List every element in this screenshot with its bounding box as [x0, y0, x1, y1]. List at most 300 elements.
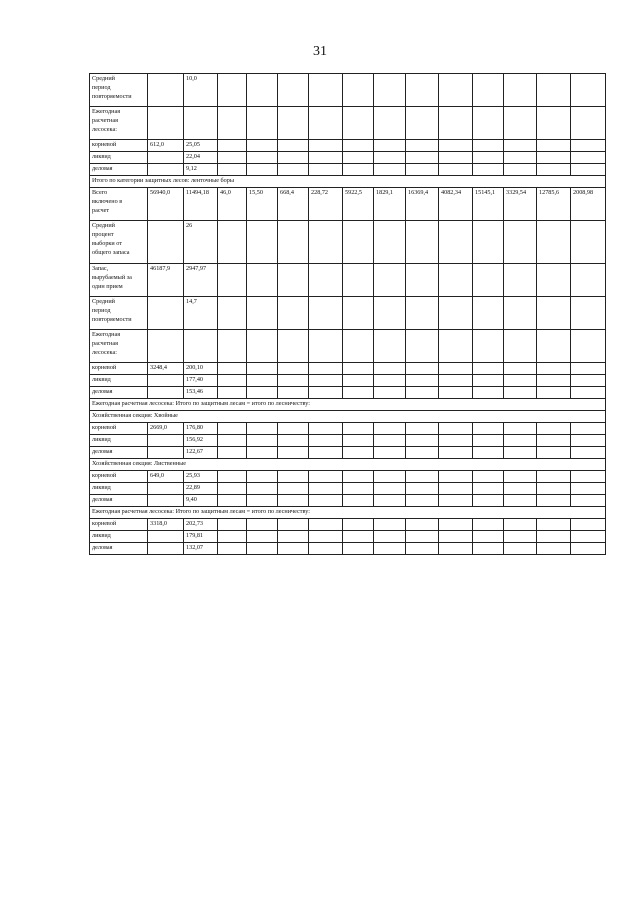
table-cell [218, 362, 247, 374]
table-cell [148, 434, 184, 446]
table-cell: 122,67 [184, 446, 218, 458]
row-label-line: ликвид [92, 375, 111, 383]
table-cell [406, 140, 439, 152]
table-cell [439, 296, 473, 329]
table-cell: 9,12 [184, 163, 218, 175]
table-cell [148, 74, 184, 107]
table-cell [374, 296, 406, 329]
table-cell [571, 446, 606, 458]
table-cell [278, 386, 309, 398]
row-label-line: деловая [92, 447, 113, 455]
table-cell [374, 494, 406, 506]
table-cell [247, 362, 278, 374]
table-cell [148, 446, 184, 458]
table-cell [374, 151, 406, 163]
table-cell [247, 434, 278, 446]
table-cell [504, 482, 537, 494]
table-cell [247, 151, 278, 163]
table-cell: 3318,0 [148, 518, 184, 530]
table-cell [278, 329, 309, 362]
table-cell [148, 494, 184, 506]
table-cell [374, 140, 406, 152]
table-cell [473, 446, 504, 458]
table-cell [473, 107, 504, 140]
table-cell [504, 263, 537, 296]
table-cell [406, 362, 439, 374]
table-row [90, 494, 606, 506]
table-row [90, 74, 606, 107]
table-cell [504, 140, 537, 152]
table-cell [278, 422, 309, 434]
table-cell [309, 296, 343, 329]
table-cell [218, 296, 247, 329]
row-label-line: деловая [92, 543, 113, 551]
table-cell [504, 107, 537, 140]
row-label-line: период [92, 83, 111, 91]
table-cell [278, 140, 309, 152]
table-cell: 5922,5 [343, 187, 374, 220]
table-cell [218, 422, 247, 434]
table-cell [406, 151, 439, 163]
row-label-line: деловая [92, 164, 113, 172]
table-cell [374, 530, 406, 542]
row-label-line: Ежегодная [92, 108, 121, 115]
table-cell [148, 296, 184, 329]
table-cell [571, 362, 606, 374]
table-cell [309, 374, 343, 386]
table-row [90, 518, 606, 530]
table-cell [374, 518, 406, 530]
section-row [90, 458, 606, 470]
table-cell [571, 329, 606, 362]
table-cell [571, 494, 606, 506]
table-cell [473, 263, 504, 296]
table-row [90, 482, 606, 494]
table-cell [406, 518, 439, 530]
table-row [90, 220, 606, 263]
table-cell: 3329,54 [504, 187, 537, 220]
table-cell [374, 107, 406, 140]
row-label-line: повторяемости [92, 92, 132, 100]
table-cell [504, 151, 537, 163]
row-label-line: общего запаса [92, 248, 130, 256]
table-cell [247, 140, 278, 152]
section-title: Хозяйственная секция: Хвойные [90, 410, 606, 422]
table-cell [537, 362, 571, 374]
table-cell [439, 470, 473, 482]
table-cell [406, 530, 439, 542]
table-cell [247, 220, 278, 263]
table-cell [218, 470, 247, 482]
table-cell [473, 530, 504, 542]
table-cell [504, 362, 537, 374]
table-cell [247, 296, 278, 329]
table-cell [504, 74, 537, 107]
table-cell [504, 542, 537, 554]
row-label-line: расчетная [92, 339, 118, 347]
table-cell [571, 163, 606, 175]
table-cell [504, 470, 537, 482]
table-cell [571, 434, 606, 446]
table-cell [278, 542, 309, 554]
row-label-line: корневой [92, 423, 117, 431]
row-label [90, 220, 148, 263]
table-cell [374, 470, 406, 482]
table-cell: 2947,97 [184, 263, 218, 296]
table-body [90, 74, 606, 555]
table-cell: 1829,1 [374, 187, 406, 220]
table-cell [343, 296, 374, 329]
table-cell [571, 74, 606, 107]
table-cell [374, 434, 406, 446]
table-cell [343, 151, 374, 163]
table-cell [406, 220, 439, 263]
table-cell [439, 446, 473, 458]
table-cell [309, 446, 343, 458]
table-cell [374, 446, 406, 458]
table-cell [537, 386, 571, 398]
row-label [90, 151, 148, 163]
table-cell [247, 542, 278, 554]
table-cell [309, 482, 343, 494]
table-cell [343, 446, 374, 458]
table-cell [571, 470, 606, 482]
table-cell [406, 374, 439, 386]
table-cell [343, 542, 374, 554]
table-cell [504, 296, 537, 329]
section-row [90, 175, 606, 187]
table-cell [218, 74, 247, 107]
table-cell [278, 434, 309, 446]
table-cell [278, 482, 309, 494]
table-cell [571, 530, 606, 542]
table-cell [439, 434, 473, 446]
table-row [90, 470, 606, 482]
table-cell [406, 74, 439, 107]
row-label-line: ликвид [92, 435, 111, 443]
table-cell [343, 482, 374, 494]
table-cell [439, 422, 473, 434]
table-cell [504, 386, 537, 398]
table-cell [504, 530, 537, 542]
table-cell: 14,7 [184, 296, 218, 329]
table-cell [439, 263, 473, 296]
row-label-line: Всего [92, 188, 108, 196]
table-cell [473, 296, 504, 329]
table-cell: 10,0 [184, 74, 218, 107]
table-cell [309, 386, 343, 398]
table-cell: 153,46 [184, 386, 218, 398]
row-label [90, 140, 148, 152]
table-cell [309, 220, 343, 263]
table-cell: 22,89 [184, 482, 218, 494]
table-cell [309, 494, 343, 506]
table-cell [247, 374, 278, 386]
row-label [90, 74, 148, 107]
table-cell [247, 386, 278, 398]
table-cell [537, 542, 571, 554]
row-label [90, 494, 148, 506]
table-cell [343, 494, 374, 506]
table-cell [309, 329, 343, 362]
table-cell: 2008,98 [571, 187, 606, 220]
table-cell [571, 374, 606, 386]
table-cell [439, 542, 473, 554]
table-cell: 3248,4 [148, 362, 184, 374]
table-cell [278, 74, 309, 107]
row-label [90, 542, 148, 554]
table-cell [571, 518, 606, 530]
table-cell [473, 518, 504, 530]
table-cell [247, 494, 278, 506]
table-cell [148, 374, 184, 386]
page-number: 31 [313, 44, 327, 59]
table-cell [309, 151, 343, 163]
table-cell [504, 446, 537, 458]
table-cell [473, 74, 504, 107]
table-cell: 46187,9 [148, 263, 184, 296]
table-cell [504, 494, 537, 506]
table-cell: 228,72 [309, 187, 343, 220]
table-cell [278, 470, 309, 482]
table-cell [278, 107, 309, 140]
table-cell [439, 530, 473, 542]
row-label-line: лесосека: [92, 348, 117, 356]
table-cell [218, 518, 247, 530]
section-row [90, 506, 606, 518]
row-label-line: ликвид [92, 152, 111, 160]
table-cell [343, 329, 374, 362]
table-cell [473, 329, 504, 362]
table-cell [439, 518, 473, 530]
row-label-line: выборки от [92, 239, 122, 247]
section-title: Ежегодная расчетная лесосека: Итого по защитным лесам = итого по лесничеству: [90, 506, 606, 518]
table-cell [148, 329, 184, 362]
row-label-line: расчетная [92, 116, 118, 124]
table-cell [473, 140, 504, 152]
table-cell [537, 151, 571, 163]
table-cell [473, 482, 504, 494]
row-label-line: повторяемости [92, 315, 132, 323]
row-label [90, 163, 148, 175]
table-cell [439, 362, 473, 374]
table-cell [439, 163, 473, 175]
table-cell [278, 151, 309, 163]
table-row [90, 362, 606, 374]
table-cell: 200,10 [184, 362, 218, 374]
table-cell [406, 107, 439, 140]
table-row [90, 386, 606, 398]
table-cell [247, 518, 278, 530]
table-cell [343, 107, 374, 140]
table-cell [406, 446, 439, 458]
table-cell [537, 518, 571, 530]
table-cell [439, 140, 473, 152]
table-cell [343, 263, 374, 296]
table-cell [406, 494, 439, 506]
row-label-line: процент [92, 230, 114, 238]
table-cell [374, 329, 406, 362]
table-cell [247, 329, 278, 362]
row-label [90, 470, 148, 482]
table-cell [343, 530, 374, 542]
table-cell [374, 163, 406, 175]
table-cell [473, 163, 504, 175]
row-label-line: вырубаемый за [92, 273, 132, 281]
table-cell: 15145,1 [473, 187, 504, 220]
table-row [90, 446, 606, 458]
table-cell [309, 163, 343, 175]
table-cell [571, 220, 606, 263]
table-cell [218, 263, 247, 296]
row-label [90, 386, 148, 398]
table-cell [278, 530, 309, 542]
table-cell [374, 422, 406, 434]
table-cell [247, 422, 278, 434]
table-cell [439, 482, 473, 494]
table-cell [247, 163, 278, 175]
table-cell [309, 518, 343, 530]
table-cell [309, 530, 343, 542]
row-label [90, 422, 148, 434]
table-cell [473, 374, 504, 386]
row-label [90, 530, 148, 542]
table-cell [406, 542, 439, 554]
row-label [90, 374, 148, 386]
table-cell [537, 446, 571, 458]
table-cell [218, 386, 247, 398]
table-cell [278, 263, 309, 296]
table-row [90, 140, 606, 152]
table-cell [309, 542, 343, 554]
table-cell [218, 530, 247, 542]
table-cell: 202,73 [184, 518, 218, 530]
table-cell [343, 220, 374, 263]
table-cell: 4082,34 [439, 187, 473, 220]
table-cell: 25,93 [184, 470, 218, 482]
row-label-line: корневой [92, 519, 117, 527]
table-row [90, 542, 606, 554]
table-cell [439, 374, 473, 386]
table-cell [247, 263, 278, 296]
row-label-line: лесосека: [92, 125, 117, 133]
table-cell [537, 163, 571, 175]
table-cell [218, 329, 247, 362]
table-cell [148, 542, 184, 554]
table-row [90, 187, 606, 220]
table-cell [374, 374, 406, 386]
table-cell: 176,80 [184, 422, 218, 434]
table-cell [473, 220, 504, 263]
table-cell [343, 386, 374, 398]
row-label-line: период [92, 306, 111, 314]
table-cell [537, 140, 571, 152]
table-cell [473, 494, 504, 506]
table-cell [439, 74, 473, 107]
table-row [90, 422, 606, 434]
table-cell [504, 329, 537, 362]
table-cell [473, 422, 504, 434]
table-row [90, 530, 606, 542]
table-cell [537, 374, 571, 386]
row-label [90, 296, 148, 329]
table-cell [571, 542, 606, 554]
table-cell [439, 329, 473, 362]
table-cell [218, 374, 247, 386]
table-cell: 12785,6 [537, 187, 571, 220]
table-cell [218, 151, 247, 163]
table-cell [343, 140, 374, 152]
table-cell: 649,0 [148, 470, 184, 482]
table-cell [473, 386, 504, 398]
table-cell [148, 530, 184, 542]
row-label-line: корневой [92, 363, 117, 371]
section-row [90, 398, 606, 410]
table-cell [343, 362, 374, 374]
table-cell [247, 107, 278, 140]
table-cell [374, 220, 406, 263]
row-label-line: корневой [92, 471, 117, 479]
section-title: Ежегодная расчетная лесосека: Итого по защитным лесам = итого по лесничеству: [90, 398, 606, 410]
table-cell [218, 494, 247, 506]
row-label-line: один прием [92, 282, 123, 290]
row-label-line: Средний [92, 75, 115, 82]
table-cell [309, 470, 343, 482]
table-cell: 46,0 [218, 187, 247, 220]
table-cell [504, 163, 537, 175]
row-label-line: ликвид [92, 483, 111, 491]
table-cell [374, 74, 406, 107]
forest-harvest-table [89, 73, 606, 555]
table-cell [473, 470, 504, 482]
table-cell [406, 434, 439, 446]
row-label-line: Запас, [92, 264, 109, 272]
table-cell [473, 542, 504, 554]
table-cell [218, 446, 247, 458]
table-cell [278, 296, 309, 329]
table-cell [148, 163, 184, 175]
table-cell [343, 422, 374, 434]
row-label-line: деловая [92, 387, 113, 395]
table-cell [537, 482, 571, 494]
table-cell [148, 386, 184, 398]
table-cell: 177,40 [184, 374, 218, 386]
row-label-line: расчет [92, 206, 110, 214]
table-cell [571, 140, 606, 152]
table-cell [439, 151, 473, 163]
table-cell [184, 107, 218, 140]
table-cell [309, 263, 343, 296]
table-row [90, 163, 606, 175]
table-cell [309, 422, 343, 434]
table-row [90, 374, 606, 386]
section-title: Итого по категории защитных лесов: ленточные боры [90, 175, 606, 187]
table-cell: 11494,18 [184, 187, 218, 220]
table-cell: 156,92 [184, 434, 218, 446]
table-cell: 179,81 [184, 530, 218, 542]
table-cell [571, 107, 606, 140]
table-cell: 26 [184, 220, 218, 263]
table-cell [218, 220, 247, 263]
table-cell [309, 362, 343, 374]
table-cell [406, 422, 439, 434]
row-label [90, 362, 148, 374]
table-cell [571, 386, 606, 398]
table-cell [406, 329, 439, 362]
row-label-line: деловая [92, 495, 113, 503]
table-cell [343, 163, 374, 175]
table-cell [473, 362, 504, 374]
